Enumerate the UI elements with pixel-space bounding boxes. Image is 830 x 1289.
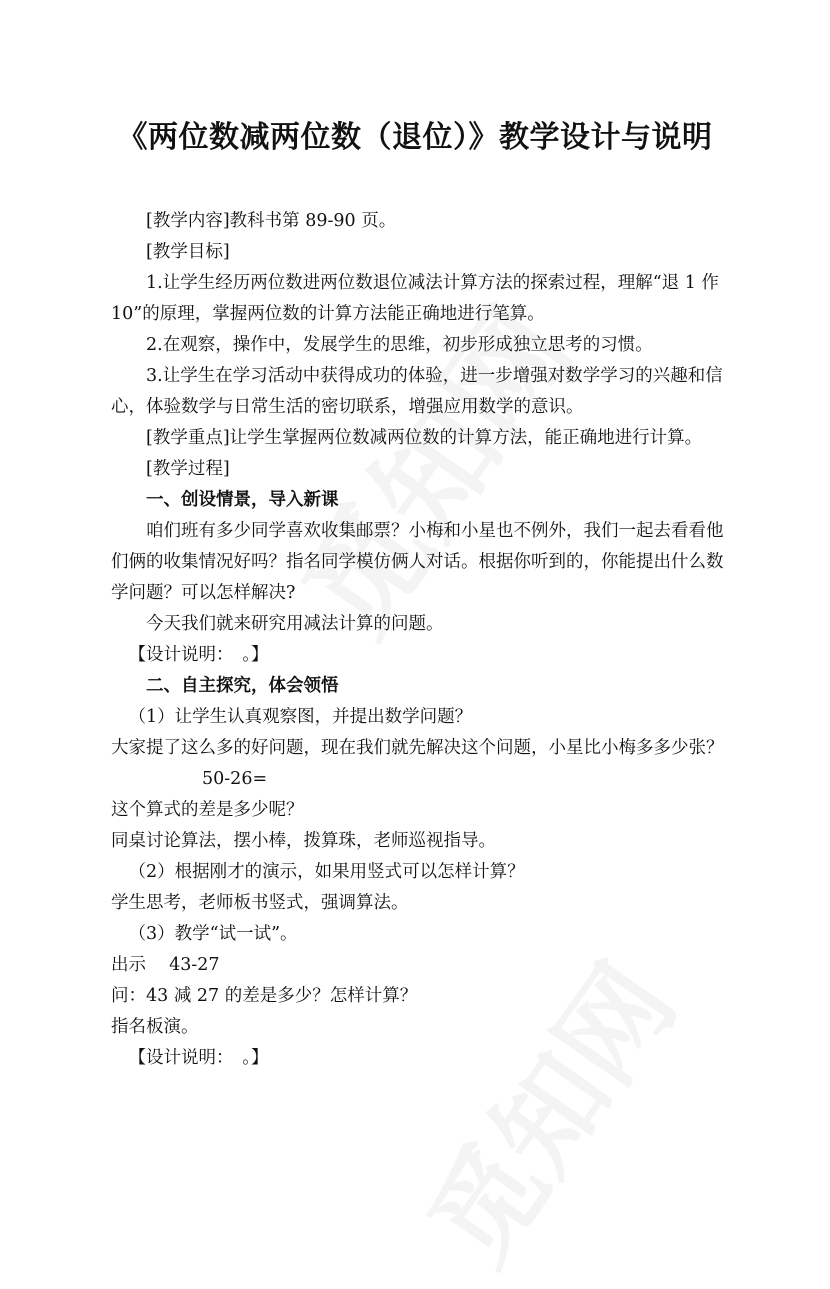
show-line: 出示 43-27 (111, 955, 220, 975)
design-note: 【设计说明： 。】 (128, 645, 269, 665)
question: 这个算式的差是多少呢？ (111, 800, 304, 820)
formula: 50-26= (202, 769, 268, 789)
section-2-heading: 二、自主探究，体会领悟 (146, 676, 339, 696)
document-title: 《两位数减两位数（退位）》教学设计与说明 (117, 120, 713, 155)
step-2: （2）根据刚才的演示，如果用竖式可以怎样计算？ (128, 862, 525, 882)
section-1-paragraph: 咱们班有多少同学喜欢收集邮票？小梅和小星也不例外，我们一起去看看他们俩的收集情况好吗？指名同学模仿俩人对话。根据你听到的，你能提出什么数学问题？可以怎样解决? (111, 521, 724, 603)
step-1: （1）让学生认真观察图，并提出数学问题？ (128, 707, 473, 727)
section-1-heading: 一、创设情景，导入新课 (146, 490, 339, 510)
document-body (111, 206, 731, 1074)
key-points: [教学重点]让学生掌握两位数减两位数的计算方法，能正确地进行计算。 (146, 428, 703, 448)
teaching-content: [教学内容]教科书第 89-90 页。 (146, 211, 397, 231)
step-2-text: 学生思考，老师板书竖式，强调算法。 (111, 893, 409, 913)
activity: 同桌讨论算法，摆小棒，拨算珠，老师巡视指导。 (111, 831, 496, 851)
design-note: 【设计说明： 。】 (128, 1048, 269, 1068)
section-1-paragraph: 今天我们就来研究用减法计算的问题。 (146, 614, 444, 634)
goals-heading: [教学目标] (146, 242, 230, 262)
question: 问：43 减 27 的差是多少？怎样计算？ (111, 986, 418, 1006)
step-1-text: 大家提了这么多的好问题，现在我们就先解决这个问题，小星比小梅多多少张？ (111, 738, 724, 758)
goal-2: 2.在观察，操作中，发展学生的思维，初步形成独立思考的习惯。 (146, 335, 653, 355)
goal-1: 1.让学生经历两位数进两位数退位减法计算方法的探索过程，理解“退 1 作 10”的原理，掌握两位数的计算方法能正确地进行笔算。 (111, 273, 719, 324)
step-3: （3）教学“试一试”。 (128, 924, 298, 944)
goal-3: 3.让学生在学习活动中获得成功的体验，进一步增强对数学学习的兴趣和信心，体验数学与日常生活的密切联系，增强应用数学的意识。 (111, 366, 723, 417)
process-heading: [教学过程] (146, 459, 230, 479)
board-demo: 指名板演。 (111, 1017, 199, 1037)
